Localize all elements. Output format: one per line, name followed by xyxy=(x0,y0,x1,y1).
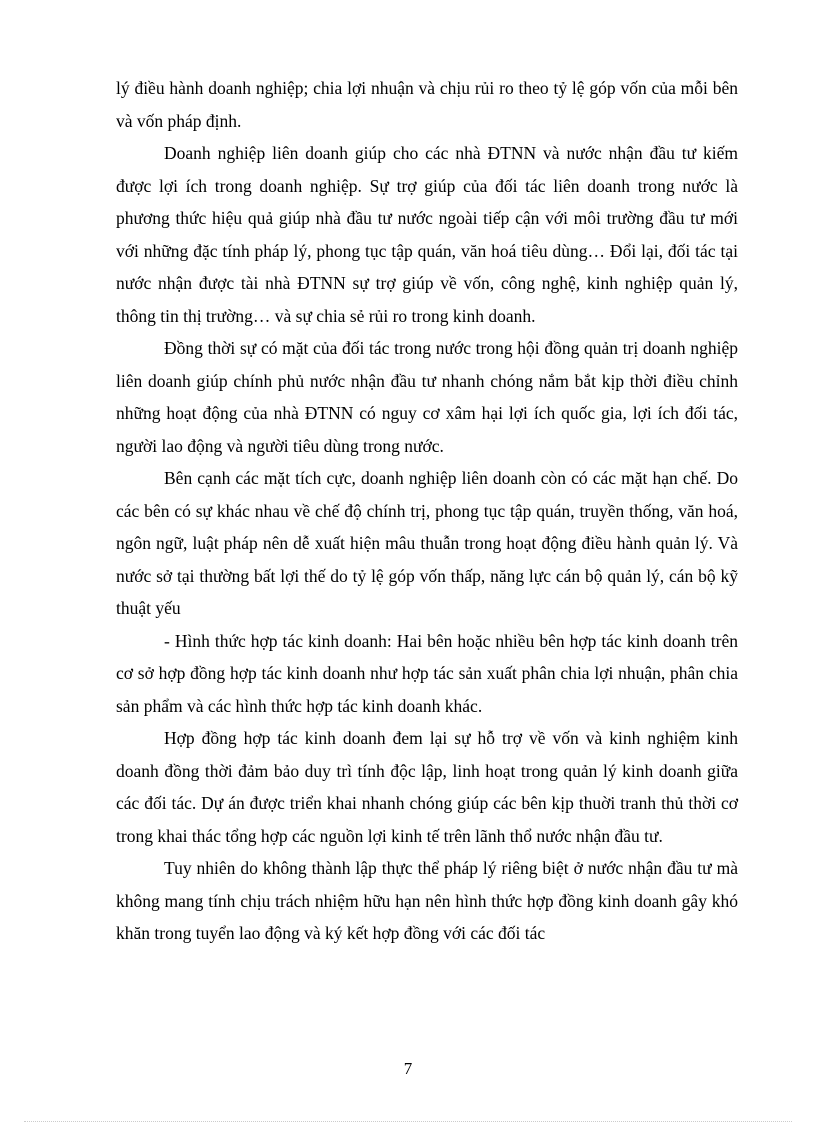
paragraph-7: Tuy nhiên do không thành lập thực thể pháp lý riêng biệt ở nước nhận đầu tư mà không mang tính chịu trách nhiệm hữu hạn nên hình thức hợp đồng kinh doanh gây khó khăn trong tuyển lao động và ký kết hợp đồng với các đối tác xyxy=(116,858,738,943)
page-bottom-divider xyxy=(24,1121,792,1122)
paragraph-1: lý điều hành doanh nghiệp; chia lợi nhuận và chịu rủi ro theo tỷ lệ góp vốn của mỗi bên và vốn pháp định. xyxy=(116,78,738,131)
paragraph-3: Đồng thời sự có mặt của đối tác trong nước trong hội đồng quản trị doanh nghiệp liên doanh giúp chính phủ nước nhận đầu tư nhanh chóng nắm bắt kịp thời điều chỉnh những hoạt động của nhà ĐTNN có nguy cơ xâm hại lợi ích quốc gia, lợi ích đối tác, người lao động và người tiêu dùng trong nước. xyxy=(116,338,738,456)
page-number: 7 xyxy=(403,1059,413,1078)
paragraph-5-bullet: - Hình thức hợp tác kinh doanh: Hai bên hoặc nhiều bên hợp tác kinh doanh trên cơ sở hợp đồng hợp tác kinh doanh như hợp tác sản xuất phân chia lợi nhuận, phân chia sản phẩm và các hình thức hợp tác kinh doanh khác. xyxy=(116,630,738,716)
paragraph-6: Hợp đồng hợp tác kinh doanh đem lại sự hỗ trợ về vốn và kinh nghiệm kinh doanh đồng thời đảm bảo duy trì tính độc lập, linh hoạt trong quản lý kinh doanh giữa các đối tác. Dự án được triển khai nhanh chóng giúp các bên kịp thuời tranh thủ thời cơ trong khai thác tổng hợp các nguồn lợi kinh tế trên lãnh thổ nước nhận đầu tư. xyxy=(116,728,738,846)
page-body xyxy=(116,72,738,950)
paragraph-2: Doanh nghiệp liên doanh giúp cho các nhà ĐTNN và nước nhận đầu tư kiếm được lợi ích trong doanh nghiệp. Sự trợ giúp của đối tác liên doanh trong nước là phương thức hiệu quả giúp nhà đầu tư nước ngoài tiếp cận với môi trường đầu tư mới với những đặc tính pháp lý, phong tục tập quán, văn hoá tiêu dùng… Đổi lại, đối tác tại nước nhận được tài nhà ĐTNN sự trợ giúp về vốn, công nghệ, kinh nghiệp quản lý, thông tin thị trường… và sự chia sẻ rủi ro trong kinh doanh. xyxy=(116,143,738,326)
paragraph-4: Bên cạnh các mặt tích cực, doanh nghiệp liên doanh còn có các mặt hạn chế. Do các bên có sự khác nhau về chế độ chính trị, phong tục tập quán, truyền thống, văn hoá, ngôn ngữ, luật pháp nên dễ xuất hiện mâu thuẫn trong hoạt động điều hành quản lý. Và nước sở tại thường bất lợi thế do tỷ lệ góp vốn thấp, năng lực cán bộ quản lý, cán bộ kỹ thuật yếu xyxy=(116,468,738,618)
